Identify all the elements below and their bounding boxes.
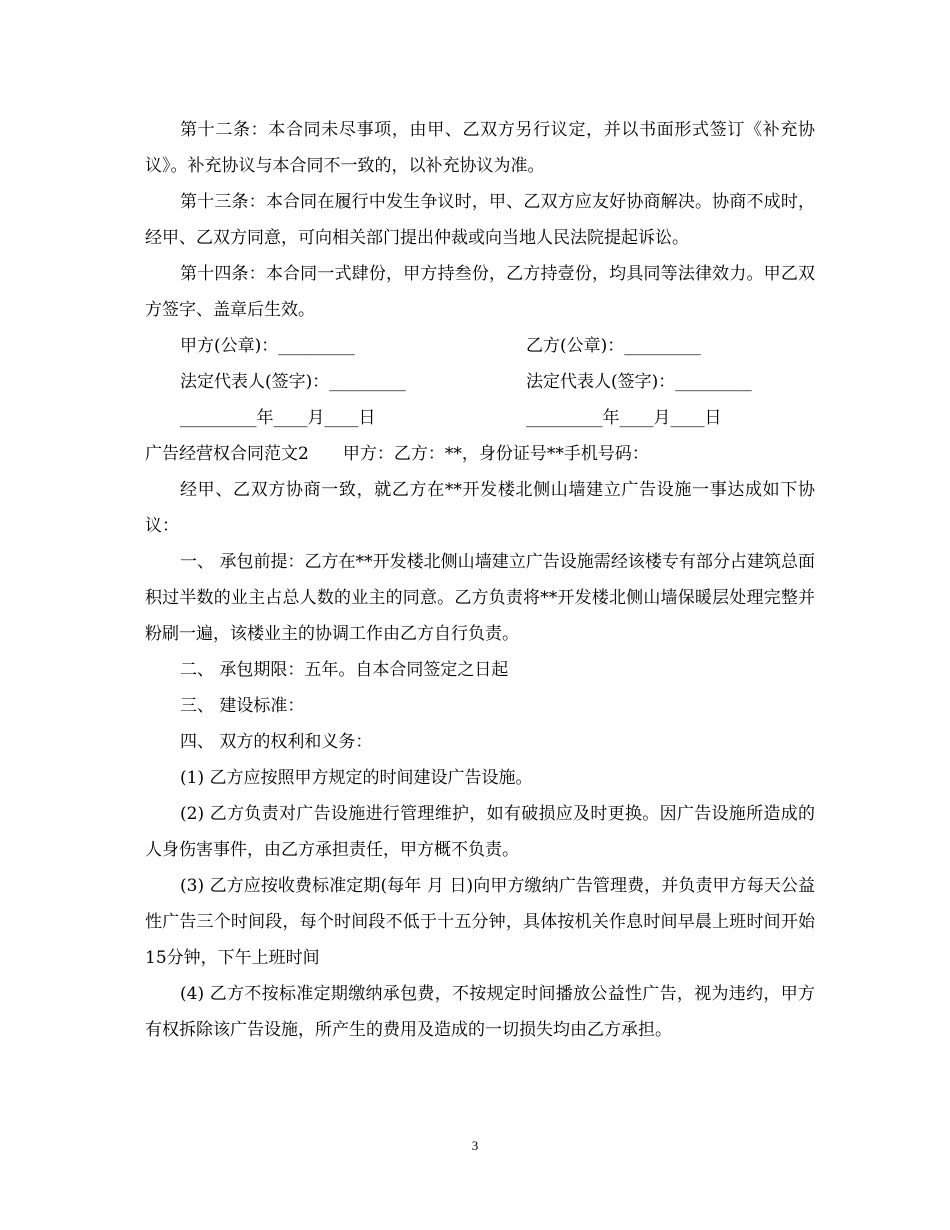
clause-12: 第十二条：本合同未尽事项，由甲、乙双方另行议定，并以书面形式签订《补充协议》。补充协议与本合同不一致的，以补充协议为准。	[145, 120, 815, 176]
party-b-seal: 乙方(公章)：_________	[526, 336, 701, 356]
party-a-representative: 法定代表人(签字)：_________	[180, 372, 406, 392]
signature-date-row	[145, 400, 815, 436]
body-item-1: 一、 承包前提：乙方在**开发楼北侧山墙建立广告设施需经该楼专有部分占建筑总面积过半数的业主占总人数的业主的同意。乙方负责将**开发楼北侧山墙保暖层处理完整并粉刷一遍，该楼业主的协调工作由乙方自行负责。	[145, 552, 815, 644]
party-b-date: _________年____月____日	[526, 408, 722, 428]
signature-seal-row	[145, 328, 815, 364]
document-body	[145, 112, 815, 1048]
body-sub-1: (1) 乙方应按照甲方规定的时间建设广告设施。	[180, 768, 533, 788]
body-sub-4: (4) 乙方不按标准定期缴纳承包费，不按规定时间播放公益性广告，视为违约，甲方有权拆除该广告设施，所产生的费用及造成的一切损失均由乙方承担。	[145, 984, 815, 1040]
party-b-representative: 法定代表人(签字)：_________	[526, 372, 752, 392]
body-sub-2: (2) 乙方负责对广告设施进行管理维护，如有破损应及时更换。因广告设施所造成的人身伤害事件，由乙方承担责任，甲方概不负责。	[145, 804, 815, 860]
body-item-4: 四、 双方的权利和义务：	[180, 732, 373, 752]
body-intro: 经甲、乙双方协商一致，就乙方在**开发楼北侧山墙建立广告设施一事达成如下协议：	[145, 480, 815, 536]
clause-14: 第十四条：本合同一式肆份，甲方持叁份，乙方持壹份，均具同等法律效力。甲乙双方签字、盖章后生效。	[145, 264, 815, 320]
body-item-3: 三、 建设标准：	[180, 696, 305, 716]
party-a-date: _________年____月____日	[180, 408, 376, 428]
signature-rep-row	[145, 364, 815, 400]
party-a-seal: 甲方(公章)：_________	[180, 336, 355, 356]
page-number: 3	[471, 1138, 479, 1153]
clause-13: 第十三条：本合同在履行中发生争议时，甲、乙双方应友好协商解决。协商不成时，经甲、乙双方同意，可向相关部门提出仲裁或向当地人民法院提起诉讼。	[145, 192, 815, 248]
body-sub-3: (3) 乙方应按收费标准定期(每年 月 日)向甲方缴纳广告管理费，并负责甲方每天公益性广告三个时间段，每个时间段不低于十五分钟，具体按机关作息时间早晨上班时间开始15分钟，下午上班时间	[145, 876, 815, 968]
section-heading: 广告经营权合同范文2 甲方：乙方：**，身份证号**手机号码：	[145, 444, 649, 464]
body-item-2: 二、 承包期限：五年。自本合同签定之日起	[180, 660, 509, 680]
